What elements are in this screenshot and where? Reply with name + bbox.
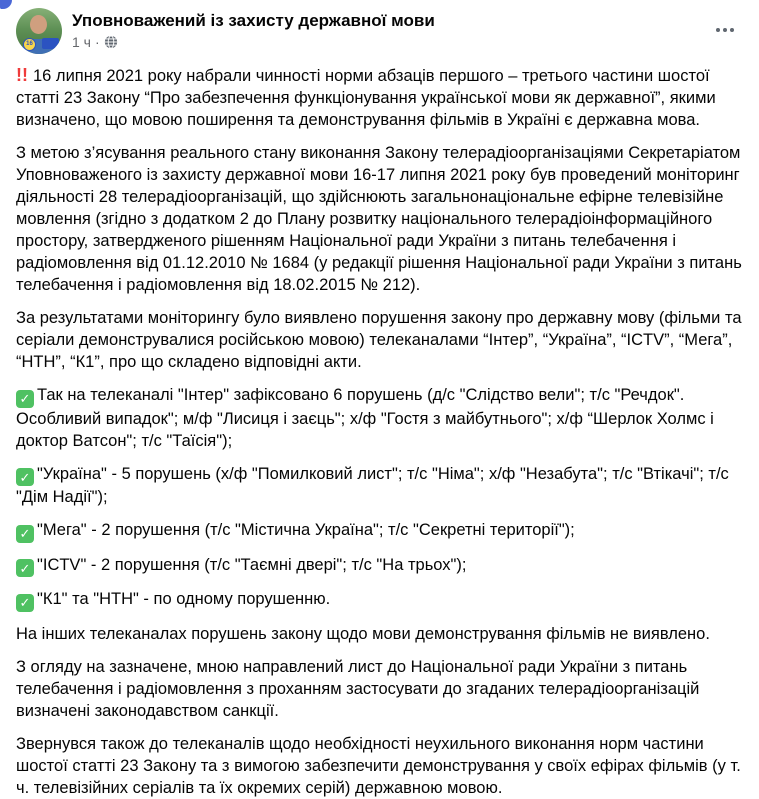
ellipsis-dot <box>723 28 727 32</box>
double-exclamation-icon: !! <box>16 65 28 85</box>
post-paragraph <box>16 554 743 578</box>
paragraph-text: За результатами моніторингу було виявлено порушення закону про державну мову (фільми та серіали демонструвалися російською мовою) телеканалами “Інтер”, “Україна”, “ICTV”, “Мега”, “НТН”, “К1”, про що складено відповідні акти. <box>16 309 742 371</box>
post-body <box>0 54 759 799</box>
green-check-icon: ✓ <box>16 525 34 543</box>
paragraph-text: "К1" та "НТН" - по одному порушенню. <box>37 590 331 608</box>
paragraph-text: 16 липня 2021 року набрали чинності норми абзаців першого – третього частини шостої статті 23 Закону “Про забезпечення функціонування української мови як державної”, якими визначено, що мовою поширення та демонстрування фільмів в Україні є державна мова. <box>16 67 716 129</box>
post-paragraph <box>16 64 743 131</box>
ellipsis-dot <box>730 28 734 32</box>
post-paragraph <box>16 623 743 645</box>
paragraph-text: "Мега" - 2 порушення (т/с "Містична Україна"; т/с "Секретні території"); <box>37 521 575 539</box>
globe-icon <box>104 35 118 49</box>
ellipsis-dot <box>716 28 720 32</box>
green-check-icon: ✓ <box>16 468 34 486</box>
paragraph-text: З метою з’ясування реального стану виконання Закону телерадіоорганізаціями Секретаріатом Уповноваженого із захисту державної мови 16-17 липня 2021 року був проведений моніторинг діяльності 28 телерадіоорганізацій, що здійснюють загальнонаціональне ефірне телевізійне мовлення (згідно з додатком 2 до Плану розвитку національного телерадіоінформаційного простору, затвердженого рішенням Національної ради України з питань телебачення і радіомовлення від 01.12.2010 № 1684 (у редакції рішення Національної ради України з питань телебачення і радіомовлення від 18.02.2015 № 212). <box>16 144 742 294</box>
author-name-link[interactable]: Уповноважений із захисту державної мови <box>72 11 435 30</box>
green-check-icon: ✓ <box>16 390 34 408</box>
paragraph-text: З огляду на зазначене, мною направлений лист до Національної ради України з питань телебачення і радіомовлення з проханням застосувати до згаданих телерадіоорганізацій визначені законодавством санкції. <box>16 657 700 720</box>
header-text <box>72 8 707 50</box>
post-paragraph <box>16 463 743 509</box>
post-paragraph <box>16 733 743 799</box>
post-meta <box>72 34 707 50</box>
avatar-badge-blue <box>42 38 59 49</box>
green-check-icon: ✓ <box>16 594 34 612</box>
paragraph-text: "ICTV" - 2 порушення (т/с "Таємні двері"; т/с "На трьох"); <box>37 555 467 574</box>
post-paragraph <box>16 588 743 612</box>
paragraph-text: "Україна" - 5 порушень (х/ф "Помилковий лист"; т/с "Німа"; х/ф "Незабута"; т/с "Втікачі"; т/с "Дім Надії"); <box>16 464 729 506</box>
post-header <box>0 0 759 54</box>
avatar-face <box>30 15 47 34</box>
post-options-button[interactable] <box>707 12 743 48</box>
post-paragraph <box>16 142 743 296</box>
post-paragraph <box>16 656 743 722</box>
post-paragraph <box>16 307 743 373</box>
post-paragraph <box>16 384 743 452</box>
paragraph-text: Звернувся також до телеканалів щодо необхідності неухильного виконання норм частини шостої статті 23 Закону та з вимогою забезпечити демонстрування у своїх ефірах фільмів (у т. ч. телевізійних серіалів та їх окремих серій) державною мовою. <box>16 734 741 797</box>
paragraph-text: На інших телеканалах порушень закону щодо мови демонстрування фільмів не виявлено. <box>16 624 710 643</box>
post-paragraph <box>16 519 743 543</box>
paragraph-text: Так на телеканалі "Інтер" зафіксовано 6 порушень (д/с "Слідство вели"; т/с "Речдок". Особливий випадок"; м/ф "Лисиця і заєць"; х/ф "Гостя з майбутнього"; х/ф “Шерлок Холмс і доктор Ватсон"; т/с "Таїсія"); <box>16 386 714 450</box>
meta-dot-separator: · <box>94 34 100 50</box>
timestamp-link[interactable]: 1 ч <box>72 34 91 50</box>
avatar[interactable] <box>16 8 62 54</box>
green-check-icon: ✓ <box>16 559 34 577</box>
avatar-badge-yellow: 16 <box>23 38 36 51</box>
